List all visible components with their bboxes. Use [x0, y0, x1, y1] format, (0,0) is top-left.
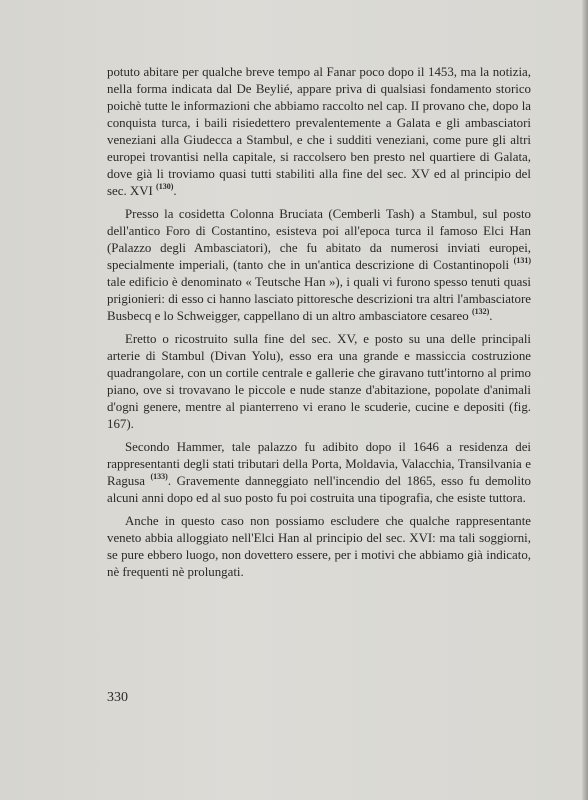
paragraph	[107, 206, 531, 325]
footnote-ref: (133)	[150, 472, 168, 481]
page-number: 330	[107, 690, 128, 705]
paragraph-text: Anche in questo caso non possiamo escludere che qualche rappresentante veneto abbia alloggiato nell'Elci Han al principio del sec. XVI: ma tali soggiorni, se pure ebbero luogo, non dovettero essere, per i motivi che abbiamo già indicato, nè frequenti nè prolungati.	[107, 514, 531, 579]
page-edge-shadow	[582, 0, 588, 800]
paragraph-text: Secondo Hammer, tale palazzo fu adibito dopo il 1646 a residenza dei rappresentanti degli stati tributari della Porta, Moldavia, Valacchia, Transilvania e Ragusa	[107, 440, 531, 488]
paragraph	[107, 513, 531, 581]
paragraph	[107, 64, 531, 200]
footnote-ref: (132)	[471, 307, 490, 316]
paragraph-text-end: .	[173, 184, 177, 198]
paragraph-text-middle: tale edificio è denominato « Teutsche Han »), i quali vi furono spesso tenuti quasi prigionieri: di esso ci hanno lasciato pittoresche descrizioni tra altri l'ambasciatore Busbecq e lo Schweigger, cappellano di un altro ambasciatore cesareo	[107, 275, 531, 323]
body-text	[107, 64, 531, 587]
paragraph-text-end: .	[489, 309, 493, 323]
paragraph	[107, 439, 531, 507]
paragraph-text: potuto abitare per qualche breve tempo al Fanar poco dopo il 1453, ma la notizia, nella forma indicata dal De Beylié, appare priva di qualsiasi fondamento storico poichè tutte le informazioni che abbiamo raccolto nel cap. II provano che, dopo la conquista turca, i baili risiedettero prevalentemente a Galata e gli ambasciatori veneziani alla Giudecca a Stambul, e che i sudditi veneziani, come pure gli altri europei trovantisi nella capitale, si raccolsero ben presto nel quartiere di Galata, dove già li troviamo quasi tutti stabiliti alla fine del sec. XV ed al principio del sec. XVI	[107, 65, 531, 198]
paragraph-text: Presso la cosidetta Colonna Bruciata (Cemberli Tash) a Stambul, sul posto dell'antico Foro di Costantino, esisteva poi all'epoca turca il famoso Elci Han (Palazzo degli Ambasciatori), che fu abitato da numerosi inviati europei, specialmente imperiali, (tanto che in un'antica descrizione di Costantinopoli	[107, 207, 531, 272]
footnote-ref: (131)	[513, 256, 531, 265]
paragraph	[107, 331, 531, 433]
footnote-ref: (130)	[156, 182, 174, 191]
paragraph-text: Eretto o ricostruito sulla fine del sec. XV, e posto su una delle principali arterie di Stambul (Divan Yolu), esso era una grande e massiccia costruzione quadrangolare, con un cortile centrale e gallerie che giravano tutt'intorno al primo piano, ove si trovavano le piccole e nude stanze d'abitazione, popolate d'animali d'ogni genere, mentre al pianterreno vi erano le scuderie, cucine e depositi (fig. 167).	[107, 332, 531, 431]
paragraph-text-middle: . Gravemente danneggiato nell'incendio del 1865, esso fu demolito alcuni anni dopo ed al suo posto fu poi costruita una tipografia, che esiste tuttora.	[107, 474, 531, 505]
